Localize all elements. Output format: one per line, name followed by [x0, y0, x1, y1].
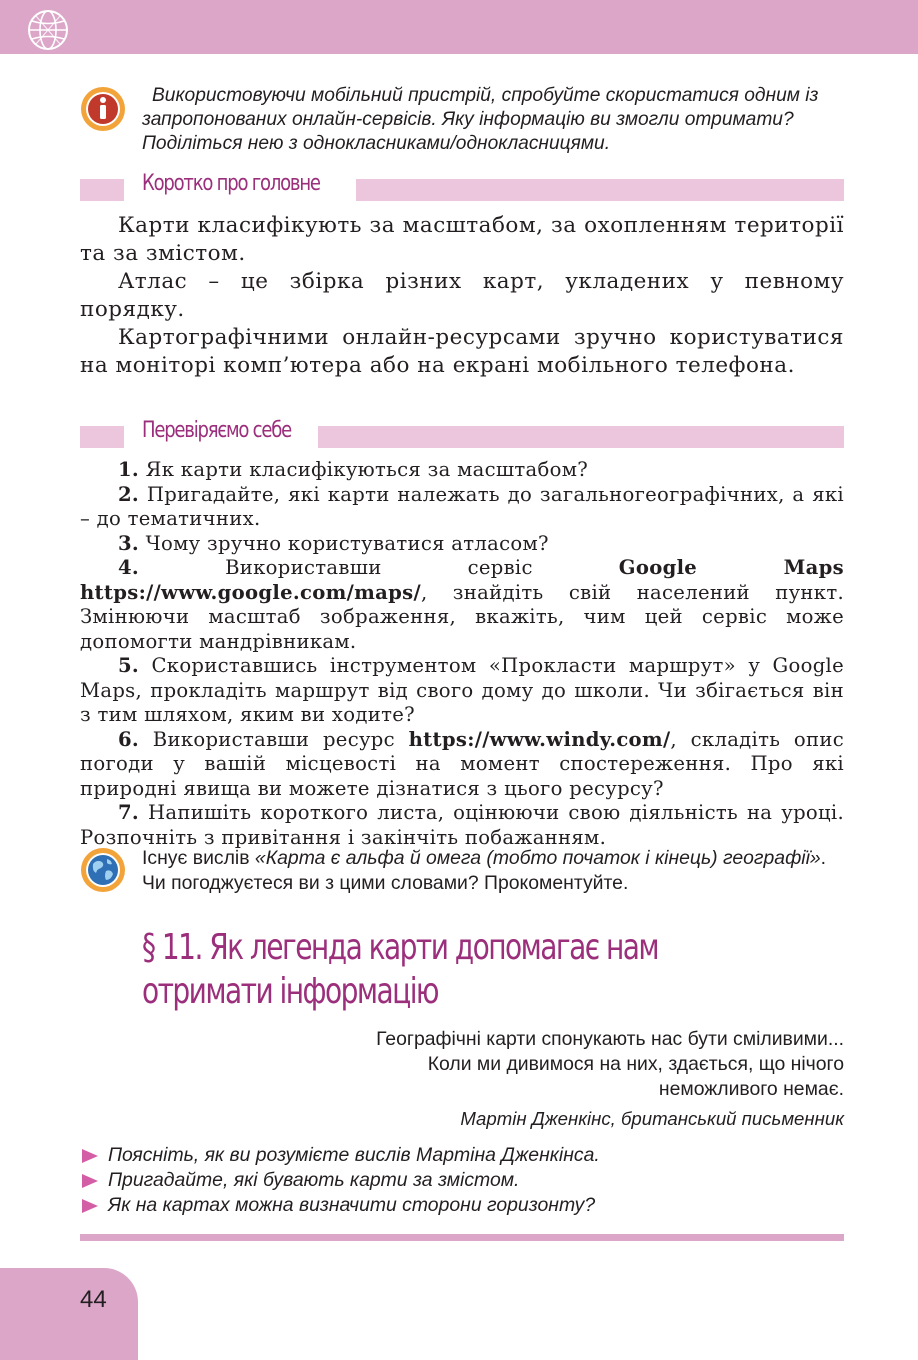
question-item [80, 556, 844, 654]
question-number: 6. [118, 727, 140, 751]
question-item [80, 532, 844, 557]
section-bar-left [80, 179, 124, 201]
prompt-text: Як на картах можна визначити сторони горизонту? [108, 1194, 596, 1216]
question-number: 5. [118, 654, 140, 677]
triangle-bullet-icon [82, 1149, 98, 1163]
earth-globe-icon [80, 847, 126, 893]
quote-tail: . Чи погоджуєтеся ви з цими словами? Прокоментуйте. [142, 847, 827, 894]
epigraph-line: Географічні карти спонукають нас бути сміливими... [376, 1028, 844, 1050]
question-text: Скориставшись інструментом «Прокласти маршрут» у Google Maps, прокладіть маршрут від свого дому до школи. Чи збігається він з тим шляхом, яким ви ходите? [80, 654, 845, 726]
section-title-self-check: Перевіряємо себе [142, 418, 292, 443]
section-header-self-check [80, 418, 844, 448]
prompt-text: Пригадайте, які бувають карти за змістом. [108, 1169, 520, 1191]
question-item [80, 483, 844, 532]
question-item [80, 728, 844, 802]
section-bar-right [356, 179, 844, 201]
question-text: , знайдіть свій населений пункт. Змінюючи масштаб зображення, вкажіть, чим цей сервіс може допомогти мандрівникам. [80, 580, 844, 653]
question-item [80, 801, 844, 850]
quote-note-text [142, 846, 845, 895]
paragraph-title-line: § 11. Як легенда карти допомагає нам [142, 927, 659, 968]
google-maps-link[interactable]: Google Maps https://www.google.com/maps/ [80, 556, 844, 604]
question-item [80, 654, 844, 728]
question-text: Пригадайте, які карти належать до загальногеографічних, а які – до тематичних. [80, 482, 845, 530]
question-number: 7. [118, 801, 140, 824]
question-text: Напишіть короткого листа, оцінюючи свою діяльність на уроці. Розпочніть з привітання і закінчіть побажанням. [80, 801, 845, 849]
info-note-text: Використовуючи мобільний пристрій, спробуйте скористатися одним із запропонованих онлайн-сервісів. Яку інформацію ви змогли отримати? Поділіться нею з однокласниками/однокласницями. [142, 85, 819, 154]
section-bar-left [80, 426, 124, 448]
question-number: 4. [118, 556, 140, 579]
prompt-item [80, 1143, 844, 1168]
page-number: 44 [80, 1286, 107, 1313]
bottom-divider [80, 1234, 844, 1241]
question-text: Як карти класифікуються за масштабом? [145, 458, 589, 481]
epigraph-line: неможливого немає. [658, 1078, 844, 1100]
prompt-text: Поясніть, як ви розумієте вислів Мартіна Дженкінса. [108, 1144, 600, 1166]
paragraph-title-line: отримати інформацію [142, 971, 439, 1012]
question-text: , складіть опис погоди у вашій місцевості на момент спостереження. Про які природні явища ви можете дізнатися з цього ресурсу? [80, 727, 844, 800]
prompt-item [80, 1193, 844, 1218]
prompt-list [80, 1143, 844, 1218]
info-icon [80, 86, 126, 132]
question-number: 1. [118, 458, 140, 481]
windy-link[interactable]: https://www.windy.com/ [408, 727, 671, 751]
epigraph-author: Мартін Дженкінс, британський письменник [460, 1108, 844, 1129]
summary-paragraph: Картографічними онлайн-ресурсами зручно користуватися на моніторі комп’ютера або на екрані мобільного телефона. [80, 325, 844, 378]
question-text: Використавши ресурс [152, 727, 395, 751]
epigraph-line: Коли ми дивимося на них, здається, що нічого [427, 1053, 844, 1075]
triangle-bullet-icon [82, 1174, 98, 1188]
question-text: Використавши сервіс [225, 556, 533, 579]
question-text: Чому зручно користуватися атласом? [145, 531, 549, 555]
globe-outline-icon [26, 8, 70, 52]
quote-phrase: «Карта є альфа й омега (тобто початок і кінець) географії» [254, 847, 821, 869]
summary-paragraph: Карти класифікують за масштабом, за охопленням території та за змістом. [80, 213, 844, 266]
top-color-band [0, 0, 918, 54]
question-item [80, 458, 844, 483]
question-number: 2. [118, 482, 140, 506]
summary-text [80, 212, 844, 380]
section-bar-right [318, 426, 844, 448]
question-number: 3. [118, 531, 140, 555]
quote-lead: Існує вислів [142, 847, 250, 869]
page-number-tab [0, 1268, 138, 1360]
summary-paragraph: Атлас – це збірка різних карт, укладених у певному порядку. [80, 269, 844, 322]
section-title-summary: Коротко про головне [142, 171, 320, 196]
paragraph-title [142, 926, 688, 1014]
prompt-item [80, 1168, 844, 1193]
section-header-summary [80, 171, 844, 201]
epigraph [244, 1027, 844, 1131]
triangle-bullet-icon [82, 1199, 98, 1213]
question-list [80, 458, 844, 850]
